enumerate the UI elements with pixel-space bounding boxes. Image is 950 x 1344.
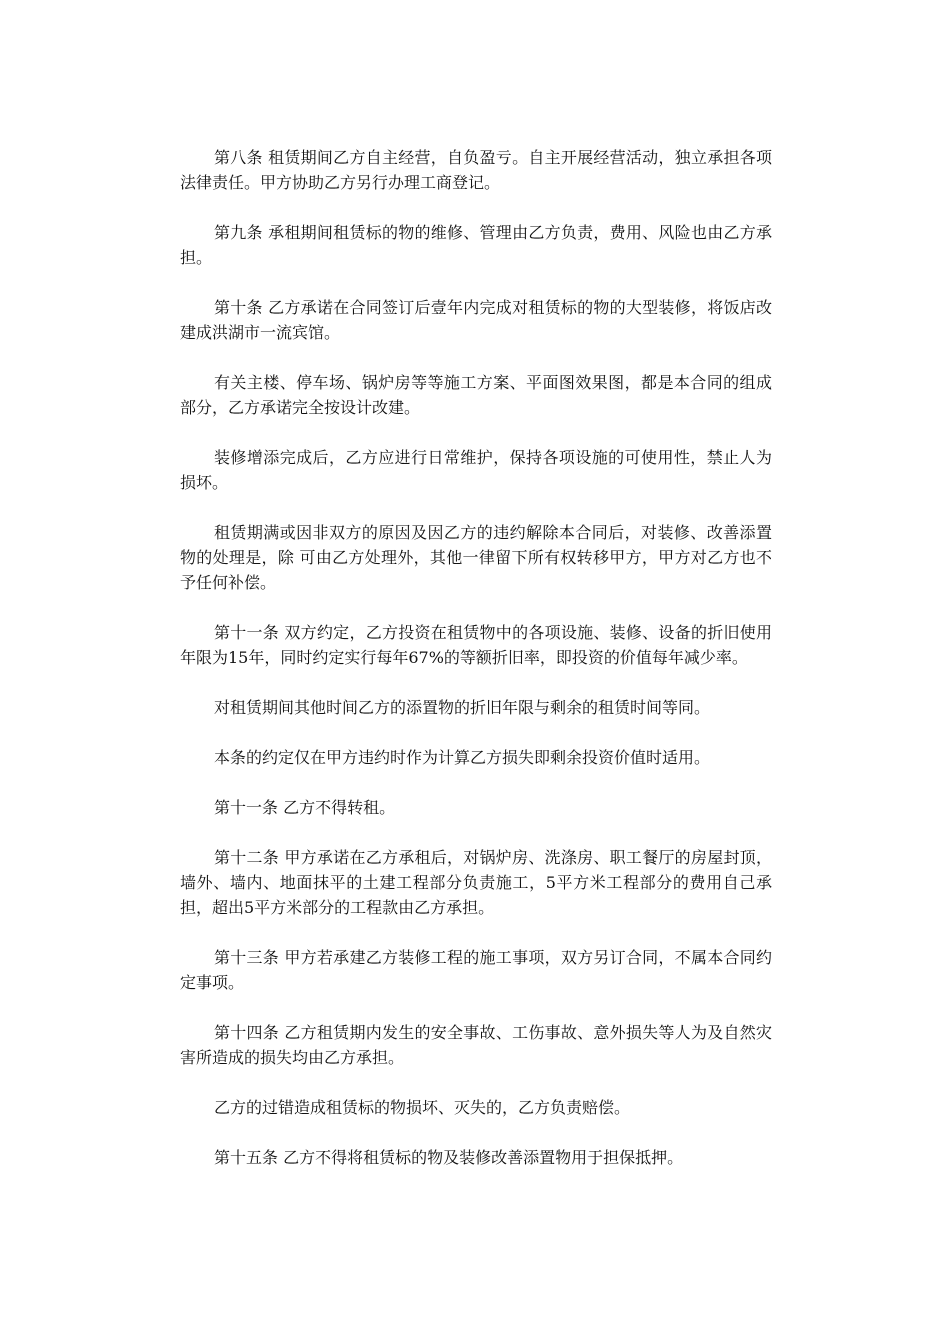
clause-15: 第十五条 乙方不得将租赁标的物及装修改善添置物用于担保抵押。	[214, 1148, 684, 1167]
clause-13: 第十三条 甲方若承建乙方装修工程的施工事项，双方另订合同，不属本合同约定事项。	[180, 948, 772, 992]
clause-10-termination: 租赁期满或因非双方的原因及因乙方的违约解除本合同后，对装修、改善添置物的处理是，除 可由乙方处理外，其他一律留下所有权转移甲方，甲方对乙方也不予任何补偿。	[180, 523, 772, 592]
clause-10-plans: 有关主楼、停车场、锅炉房等等施工方案、平面图效果图，都是本合同的组成部分，乙方承诺完全按设计改建。	[180, 373, 772, 417]
clause-11-additions: 对租赁期间其他时间乙方的添置物的折旧年限与剩余的租赁时间等同。	[214, 698, 711, 717]
clause-14-damage: 乙方的过错造成租赁标的物损坏、灭失的，乙方负责赔偿。	[214, 1098, 631, 1117]
clause-9: 第九条 承租期间租赁标的物的维修、管理由乙方负责，费用、风险也由乙方承担。	[180, 223, 772, 267]
clause-11-depreciation: 第十一条 双方约定，乙方投资在租赁物中的各项设施、装修、设备的折旧使用年限为15年，同时约定实行每年67%的等额折旧率，即投资的价值每年减少率。	[180, 623, 772, 667]
clause-11-applicability: 本条的约定仅在甲方违约时作为计算乙方损失即剩余投资价值时适用。	[214, 748, 711, 767]
clause-8: 第八条 租赁期间乙方自主经营，自负盈亏。自主开展经营活动，独立承担各项法律责任。甲方协助乙方另行办理工商登记。	[180, 148, 772, 192]
document-body	[180, 145, 772, 1195]
clause-12: 第十二条 甲方承诺在乙方承租后，对锅炉房、洗涤房、职工餐厅的房屋封顶，墙外、墙内、地面抹平的土建工程部分负责施工，5平方米工程部分的费用自己承担，超出5平方米部分的工程款由乙方承担。	[180, 848, 772, 917]
clause-14: 第十四条 乙方租赁期内发生的安全事故、工伤事故、意外损失等人为及自然灾害所造成的损失均由乙方承担。	[180, 1023, 772, 1067]
clause-10-maintenance: 装修增添完成后，乙方应进行日常维护，保持各项设施的可使用性，禁止人为损坏。	[180, 448, 772, 492]
clause-11-sublease: 第十一条 乙方不得转租。	[214, 798, 396, 817]
clause-10: 第十条 乙方承诺在合同签订后壹年内完成对租赁标的物的大型装修，将饭店改建成洪湖市一流宾馆。	[180, 298, 772, 342]
